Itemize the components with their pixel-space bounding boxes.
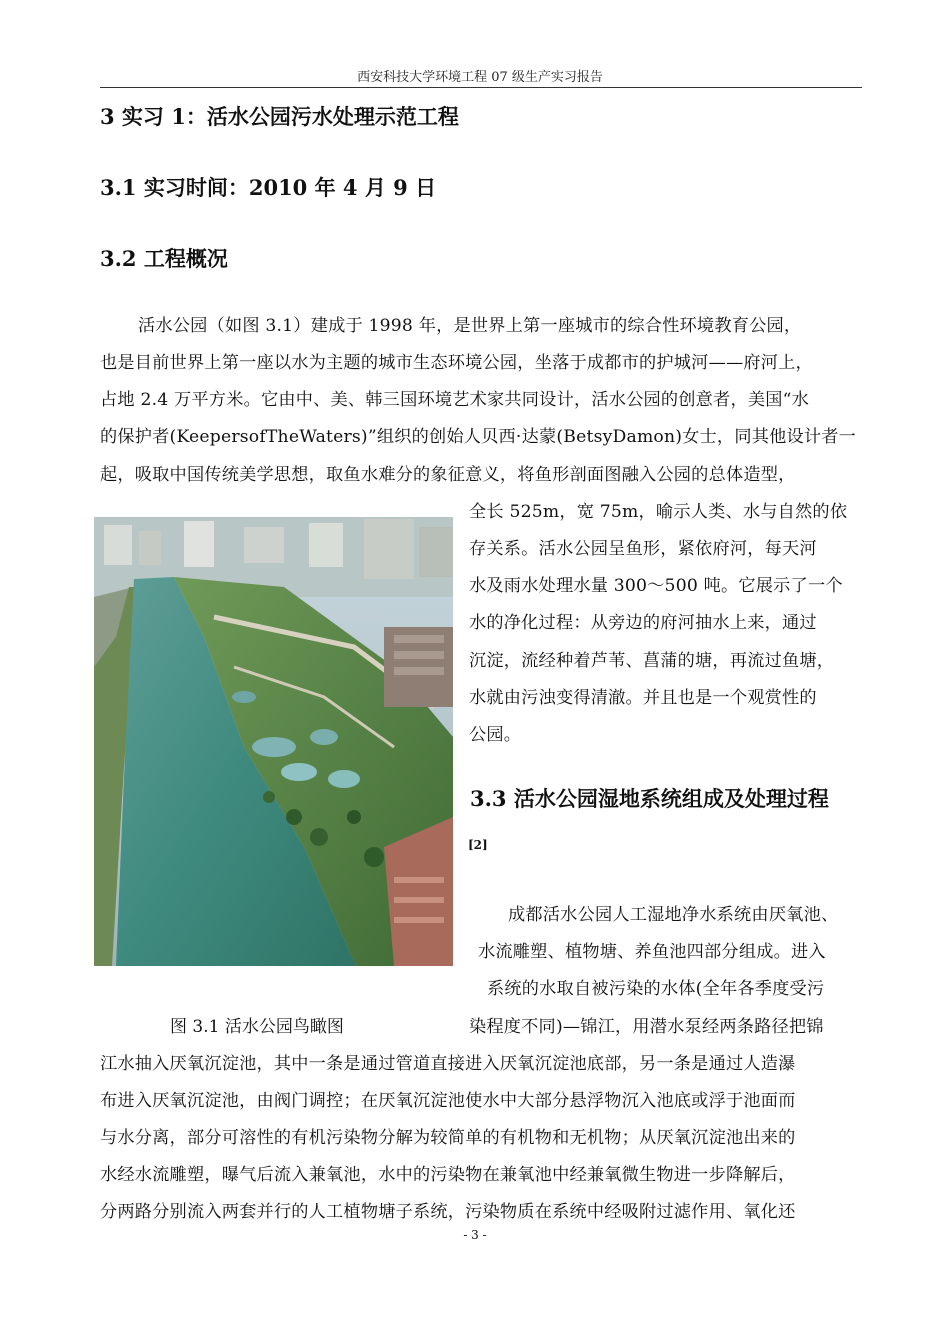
paragraph-line: 成都活水公园人工湿地净水系统由厌氧池、 <box>508 905 839 925</box>
header-rule <box>100 87 862 88</box>
paragraph-line: 也是目前世界上第一座以水为主题的城市生态环境公园，坐落于成都市的护城河——府河上， <box>100 353 813 373</box>
paragraph-line: 占地 2.4 万平方米。它由中、美、韩三国环境艺术家共同设计，活水公园的创意者，美国“水 <box>100 390 809 410</box>
paragraph-line: 染程度不同)—锦江，用潜水泵经两条路径把锦 <box>469 1017 824 1037</box>
figure-caption: 图 3.1 活水公园鸟瞰图 <box>170 1017 344 1037</box>
paragraph-line: 水经水流雕塑，曝气后流入兼氧池，水中的污染物在兼氧池中经兼氧微生物进一步降解后， <box>100 1165 796 1185</box>
running-header: 西安科技大学环境工程 07 级生产实习报告 <box>357 70 603 85</box>
paragraph-line: 存关系。活水公园呈鱼形，紧依府河，每天河 <box>469 539 817 559</box>
paragraph-line: 公园。 <box>469 725 522 745</box>
paragraph-line: 水就由污浊变得清澈。并且也是一个观赏性的 <box>469 688 817 708</box>
reference-mark: [2] <box>468 838 488 852</box>
paragraph-line: 江水抽入厌氧沉淀池，其中一条是通过管道直接进入厌氧沉淀池底部，另一条是通过人造瀑 <box>100 1054 796 1074</box>
paragraph-line: 与水分离，部分可溶性的有机污染物分解为较简单的有机物和无机物；从厌氧沉淀池出来的 <box>100 1128 796 1148</box>
paragraph-line: 的保护者(KeepersofTheWaters)”组织的创始人贝西·达蒙(BetsyDamon)女士，同其他设计者一 <box>100 427 857 447</box>
heading-section-3-3: 3.3 活水公园湿地系统组成及处理过程 <box>470 786 829 811</box>
paragraph-line: 布进入厌氧沉淀池，由阀门调控；在厌氧沉淀池使水中大部分悬浮物沉入池底或浮于池面而 <box>100 1091 796 1111</box>
heading-section-3: 3 实习 1：活水公园污水处理示范工程 <box>100 104 459 129</box>
paragraph-line: 起，吸取中国传统美学思想，取鱼水难分的象征意义，将鱼形剖面图融入公园的总体造型， <box>100 465 796 485</box>
paragraph-line: 沉淀，流经种着芦苇、菖蒲的塘，再流过鱼塘， <box>469 651 835 671</box>
park-aerial-photo <box>94 517 453 966</box>
paragraph-line: 水及雨水处理水量 300～500 吨。它展示了一个 <box>469 576 843 596</box>
paragraph-line: 活水公园（如图 3.1）建成于 1998 年，是世界上第一座城市的综合性环境教育公园， <box>138 316 802 336</box>
paragraph-line: 分两路分别流入两套并行的人工植物塘子系统，污染物质在系统中经吸附过滤作用、氧化还 <box>100 1202 796 1222</box>
paragraph-line: 水的净化过程：从旁边的府河抽水上来，通过 <box>469 613 817 633</box>
paragraph-line: 水流雕塑、植物塘、养鱼池四部分组成。进入 <box>478 942 826 962</box>
heading-section-3-2: 3.2 工程概况 <box>100 246 228 271</box>
paragraph-line: 全长 525m，宽 75m，喻示人类、水与自然的依 <box>469 502 848 522</box>
heading-section-3-1: 3.1 实习时间：2010 年 4 月 9 日 <box>100 175 437 200</box>
paragraph-line: 系统的水取自被污染的水体(全年各季度受污 <box>487 979 825 999</box>
page-number: - 3 - <box>463 1228 487 1242</box>
